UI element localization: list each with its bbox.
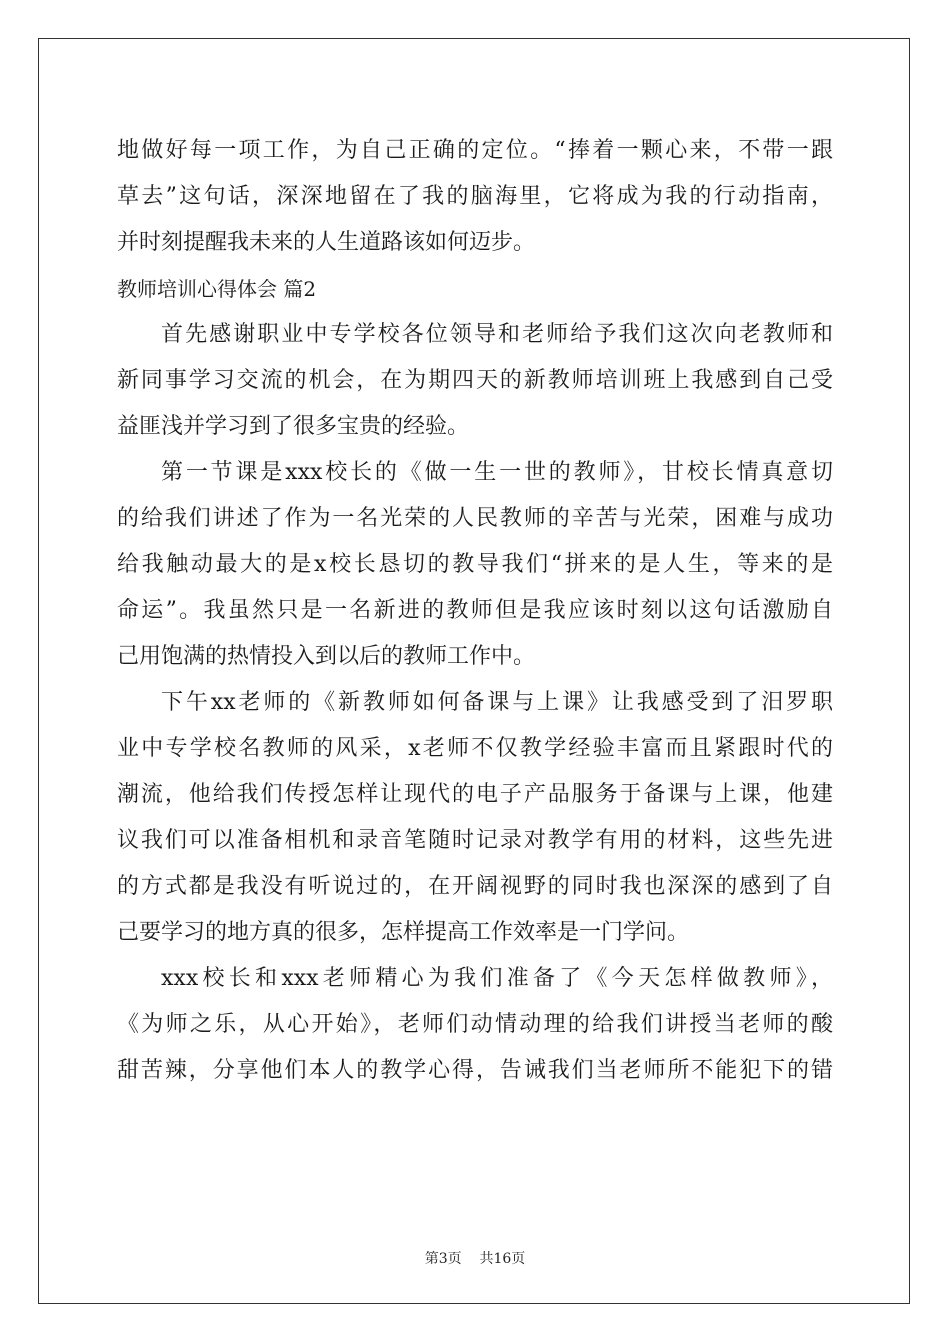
text-line: 潮流，他给我们传授怎样让现代的电子产品服务于备课与上课，他建 — [117, 782, 833, 807]
page-footer: 第3页 共16页 — [424, 1251, 526, 1267]
text-line: 己要学习的地方真的很多，怎样提高工作效率是一门学问。 — [117, 920, 690, 945]
text-line: 命运”。我虽然只是一名新进的教师但是我应该时刻以这句话激励自 — [117, 598, 833, 623]
text-line: 己用饱满的热情投入到以后的教师工作中。 — [117, 644, 536, 669]
text-line: 并时刻提醒我未来的人生道路该如何迈步。 — [117, 230, 536, 255]
text-line: 新同事学习交流的机会，在为期四天的新教师培训班上我感到自己受 — [117, 368, 833, 393]
document-body — [117, 128, 833, 1094]
text-line: 议我们可以准备相机和录音笔随时记录对教学有用的材料，这些先进 — [117, 828, 833, 853]
text-line: 给我触动最大的是x校长恳切的教导我们“拼来的是人生，等来的是 — [117, 552, 833, 577]
text-line: 草去”这句话，深深地留在了我的脑海里，它将成为我的行动指南， — [117, 184, 833, 209]
text-line: 下午xx老师的《新教师如何备课与上课》让我感受到了汨罗职 — [161, 690, 833, 715]
text-line: 的给我们讲述了作为一名光荣的人民教师的辛苦与光荣，困难与成功 — [117, 506, 833, 531]
text-line: 首先感谢职业中专学校各位领导和老师给予我们这次向老教师和 — [161, 322, 833, 347]
text-line: 业中专学校名教师的风采，x老师不仅教学经验丰富而且紧跟时代的 — [117, 736, 833, 761]
text-line: 第一节课是xxx校长的《做一生一世的教师》，甘校长情真意切 — [161, 460, 833, 485]
text-line: 甜苦辣，分享他们本人的教学心得，告诫我们当老师所不能犯下的错 — [117, 1058, 833, 1083]
text-line: 地做好每一项工作，为自己正确的定位。“捧着一颗心来，不带一跟 — [117, 138, 833, 163]
text-line: 《为师之乐，从心开始》，老师们动情动理的给我们讲授当老师的酸 — [117, 1012, 833, 1037]
text-line: 的方式都是我没有听说过的，在开阔视野的同时我也深深的感到了自 — [117, 874, 833, 899]
text-line: xxx校长和xxx老师精心为我们准备了《今天怎样做教师》， — [161, 966, 833, 991]
text-line: 益匪浅并学习到了很多宝贵的经验。 — [117, 414, 470, 439]
section-heading: 教师培训心得体会 篇2 — [117, 277, 317, 301]
